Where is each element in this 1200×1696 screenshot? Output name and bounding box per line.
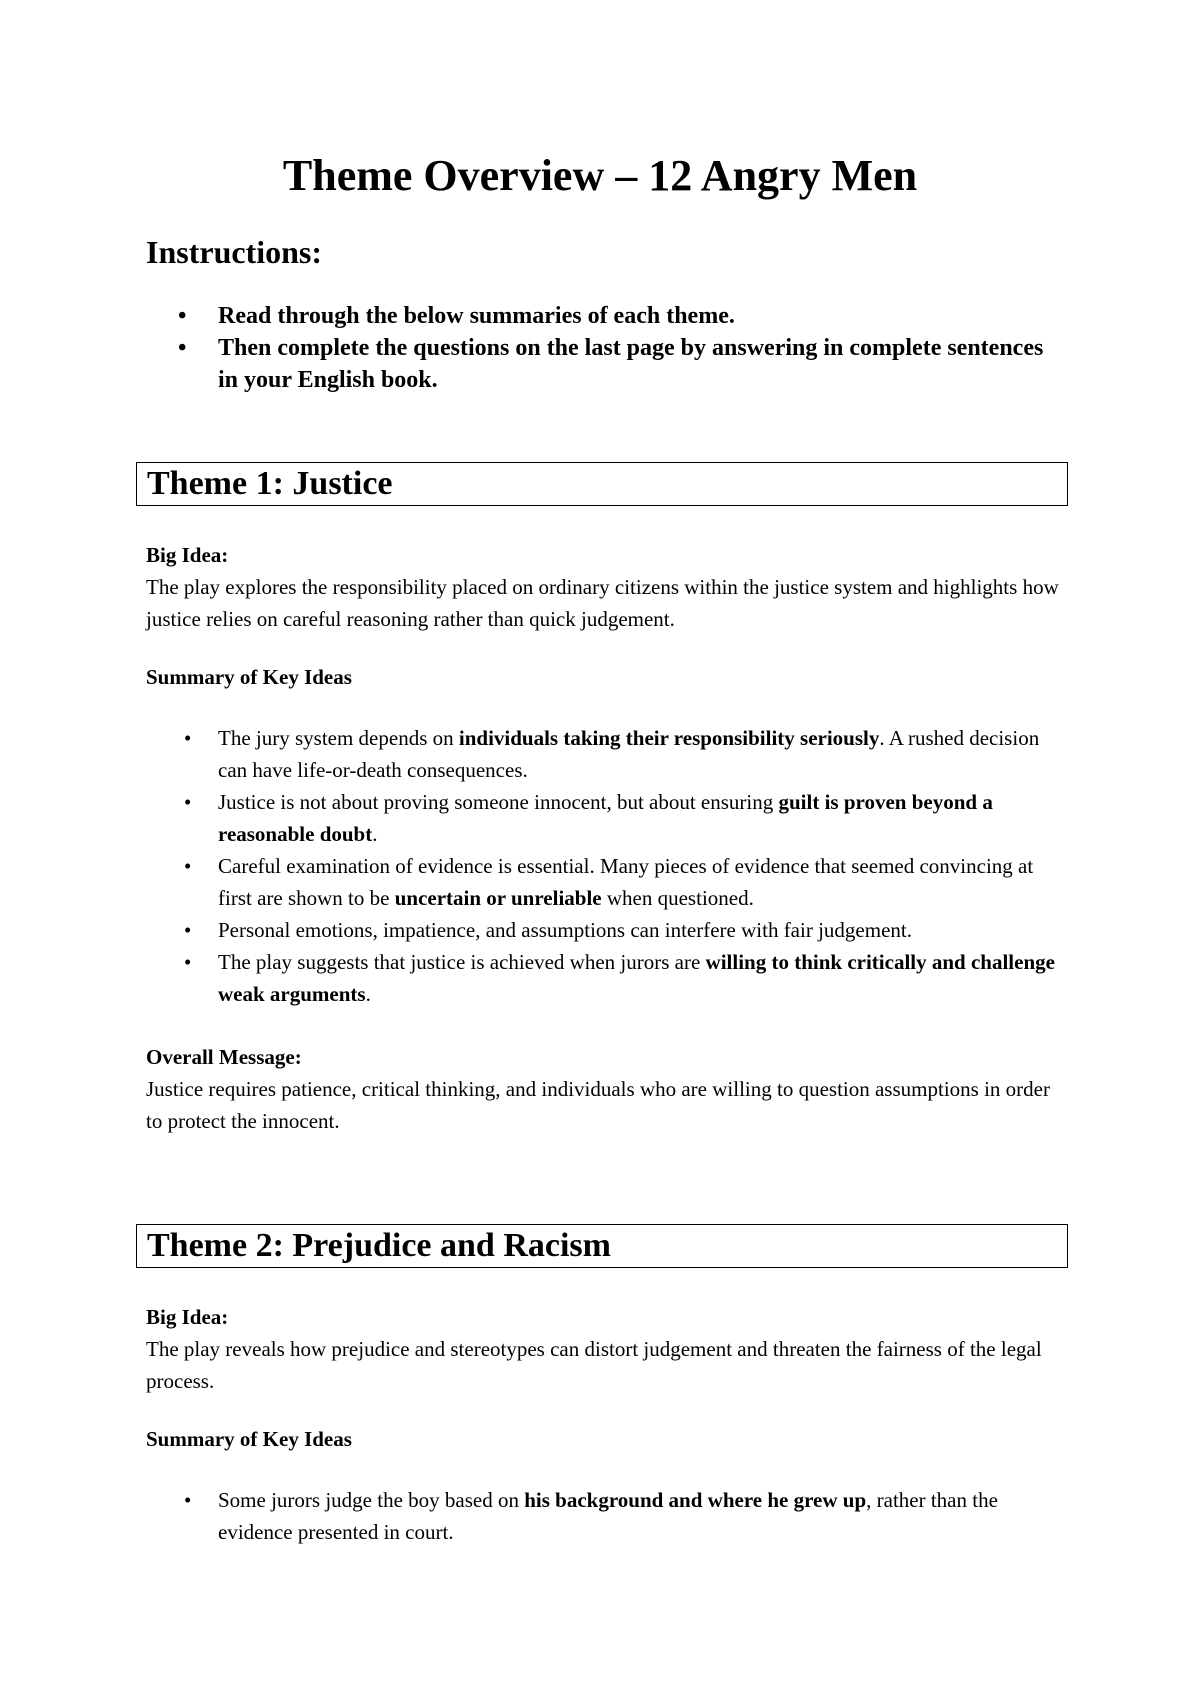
list-item: • Some jurors judge the boy based on his background and where he grew up, rather than the evidence presented in court. (146, 1484, 1066, 1548)
overall-message-section (146, 1041, 1066, 1137)
key-ideas-list (146, 1484, 1066, 1548)
summary-label: Summary of Key Ideas (146, 665, 352, 689)
theme-heading: Theme 2: Prejudice and Racism (136, 1224, 1068, 1268)
big-idea-label: Big Idea: (146, 1305, 229, 1329)
list-item: • Personal emotions, impatience, and assumptions can interfere with fair judgement. (146, 914, 1066, 946)
big-idea-label: Big Idea: (146, 543, 229, 567)
big-idea-text: The play explores the responsibility placed on ordinary citizens within the justice system and highlights how justice relies on careful reasoning rather than quick judgement. (146, 575, 1059, 631)
summary-label: Summary of Key Ideas (146, 1427, 352, 1451)
big-idea-text: The play reveals how prejudice and stereotypes can distort judgement and threaten the fairness of the legal process. (146, 1337, 1042, 1393)
big-idea-section (146, 539, 1066, 635)
instructions-heading: Instructions: (146, 234, 323, 270)
instruction-item: • Then complete the questions on the last page by answering in complete sentences in your English book. (146, 332, 1046, 396)
theme-heading: Theme 1: Justice (136, 462, 1068, 506)
overall-message-label: Overall Message: (146, 1045, 302, 1069)
key-ideas-list (146, 722, 1066, 1010)
list-item: • The play suggests that justice is achieved when jurors are willing to think critically and challenge weak arguments. (146, 946, 1066, 1010)
list-item: • The jury system depends on individuals taking their responsibility seriously. A rushed decision can have life-or-death consequences. (146, 722, 1066, 786)
list-item: • Careful examination of evidence is essential. Many pieces of evidence that seemed convincing at first are shown to be uncertain or unreliable when questioned. (146, 850, 1066, 914)
instructions-list (146, 300, 1046, 396)
list-item: • Justice is not about proving someone innocent, but about ensuring guilt is proven beyond a reasonable doubt. (146, 786, 1066, 850)
overall-message-text: Justice requires patience, critical thinking, and individuals who are willing to question assumptions in order to protect the innocent. (146, 1077, 1050, 1133)
big-idea-section (146, 1301, 1066, 1397)
page-title: Theme Overview – 12 Angry Men (282, 151, 918, 200)
instruction-item: • Read through the below summaries of each theme. (146, 300, 1046, 332)
